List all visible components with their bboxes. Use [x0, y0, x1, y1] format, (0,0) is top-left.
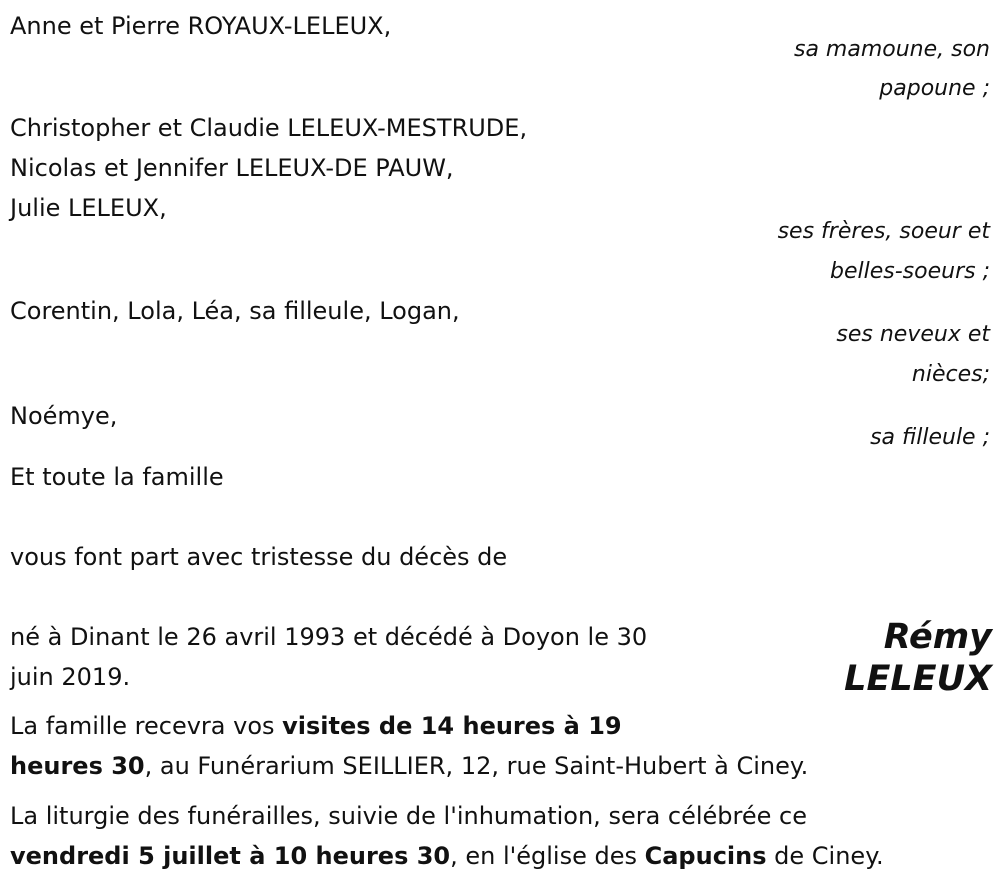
nephews-line: Corentin, Lola, Léa, sa filleule, Logan, — [10, 297, 460, 325]
deceased-name — [844, 616, 992, 700]
all-family-line: Et toute la famille — [10, 463, 224, 491]
siblings-line-1: Christopher et Claudie LELEUX-MESTRUDE, — [10, 114, 528, 142]
parents-role-line-1: sa mamoune, son — [793, 37, 990, 62]
siblings-line-2: Nicolas et Jennifer LELEUX-DE PAUW, — [10, 154, 454, 182]
visits-intro: La famille recevra vos — [10, 712, 283, 740]
birth-death-line-1: né à Dinant le 26 avril 1993 et décédé à Doyon le 30 — [10, 623, 648, 651]
siblings-role-line-2: belles-soeurs ; — [830, 259, 990, 284]
liturgy-line-1: La liturgie des funérailles, suivie de l'inhumation, sera célébrée ce — [10, 802, 808, 830]
visits-location: , au Funérarium SEILLIER, 12, rue Saint-Hubert à Ciney. — [144, 752, 809, 780]
liturgy-paragraph — [10, 796, 884, 876]
liturgy-end: de Ciney. — [766, 842, 884, 870]
goddaughter-role: sa filleule ; — [870, 425, 990, 450]
visits-line-2 — [10, 746, 808, 786]
siblings-role-line-1: ses frères, soeur et — [777, 219, 990, 244]
nephews-role-line-2: nièces; — [911, 362, 990, 387]
goddaughter-line: Noémye, — [10, 402, 118, 430]
liturgy-place-bold: Capucins — [644, 842, 767, 870]
announcement-line: vous font part avec tristesse du décès de — [10, 543, 508, 571]
parents-role-line-2: papoune ; — [879, 76, 990, 101]
liturgy-middle: , en l'église des — [450, 842, 645, 870]
siblings-line-3: Julie LELEUX, — [10, 194, 167, 222]
visits-paragraph — [10, 706, 808, 786]
nephews-role-line-1: ses neveux et — [836, 322, 990, 347]
birth-death-line-2: juin 2019. — [10, 663, 131, 691]
deceased-first-name: Rémy — [883, 617, 992, 657]
visits-line-1 — [10, 706, 808, 746]
parents-line: Anne et Pierre ROYAUX-LELEUX, — [10, 12, 392, 40]
liturgy-line-2 — [10, 836, 884, 876]
liturgy-date-bold: vendredi 5 juillet à 10 heures 30 — [10, 842, 451, 870]
deceased-last-name: LELEUX — [844, 659, 992, 699]
visits-time-bold-1: visites de 14 heures à 19 — [282, 712, 622, 740]
visits-time-bold-2: heures 30 — [10, 752, 145, 780]
